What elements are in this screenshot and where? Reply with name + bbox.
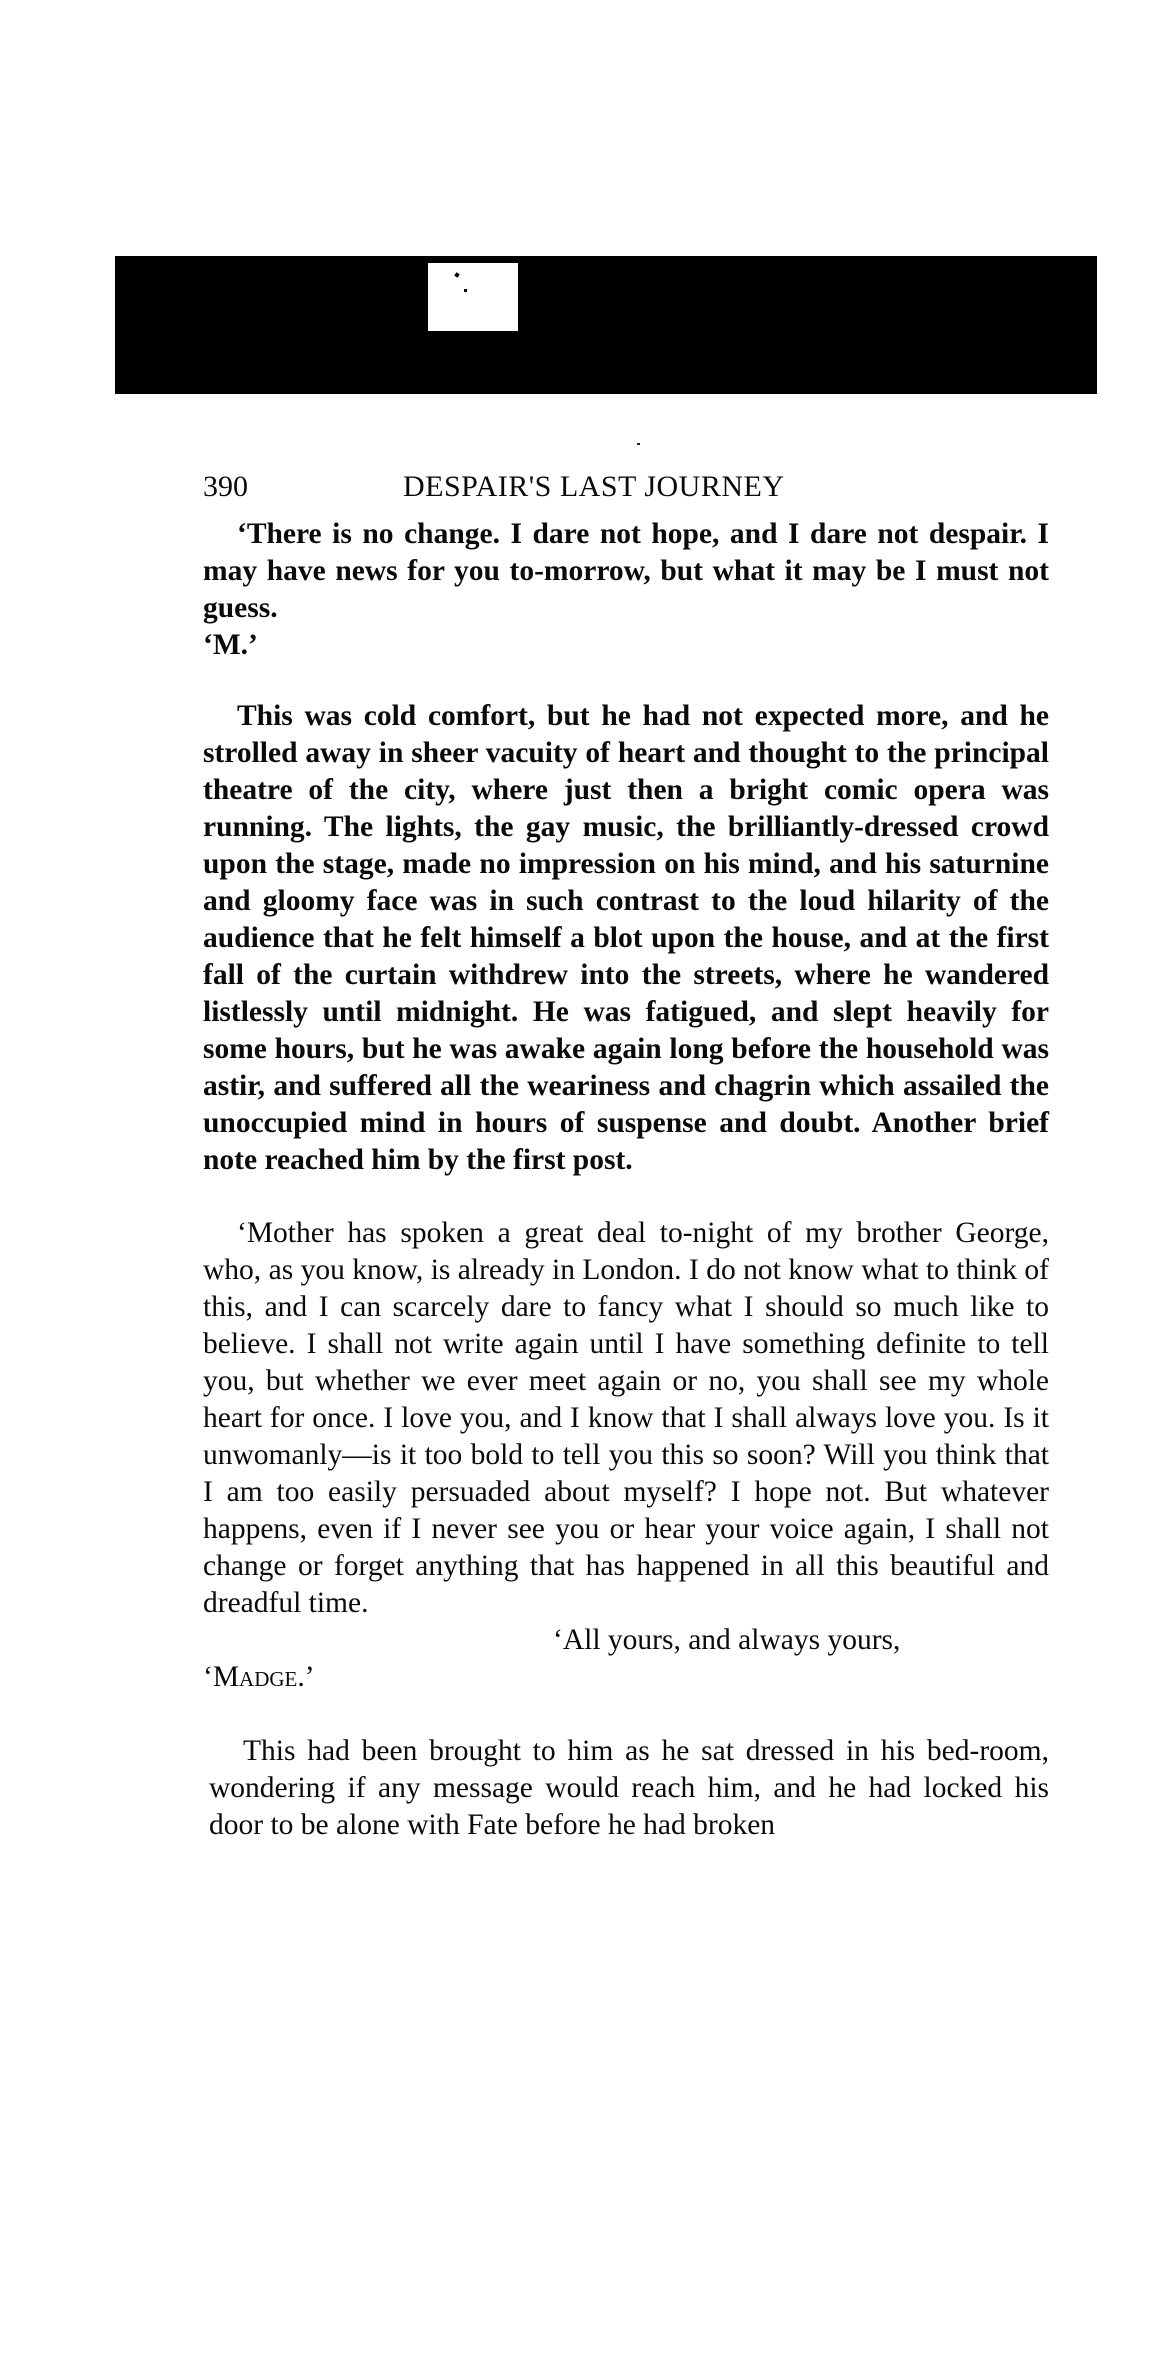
scan-speck xyxy=(454,272,459,277)
body-paragraph: This had been brought to him as he sat dressed in his bed-room, wondering if any message would reach him, and he had locked his door to be alone with Fate before he had broken xyxy=(209,1735,1049,1841)
page-title: DESPAIR'S LAST JOURNEY xyxy=(403,470,785,503)
scan-speck xyxy=(464,289,467,292)
scan-black-bar xyxy=(115,256,1097,394)
scan-white-patch xyxy=(428,263,518,331)
running-head xyxy=(203,462,1049,510)
letter-signature: ‘M.’ xyxy=(203,629,258,661)
letter-text: ‘Mother has spoken a great deal to-night of my brother George, who, as you know, is already in London. I do not know what to think of this, and I can scarcely dare to fancy what I should so much like to believe. I shall not write again until I have something definite to tell you, but whether we ever meet again or no, you shall see my whole heart for once. I love you, and I know that I shall always love you. Is it unwomanly—is it too bold to tell you this so soon? Will you think that I am too easily persuaded about myself? I hope not. But whatever happens, even if I never see you or hear your voice again, I shall not change or forget anything that has happened in all this beautiful and dreadful time. xyxy=(203,1217,1049,1619)
letter-text: ‘There is no change. I dare not hope, and I dare not despair. I may have news for you to-morrow, but what it may be I must not guess. xyxy=(203,518,1049,624)
letter-closing: ‘All yours, and always yours, xyxy=(553,1624,901,1656)
page-number: 390 xyxy=(203,470,248,503)
letter-signature: ‘Madge.’ xyxy=(203,1661,315,1693)
scan-speck xyxy=(637,443,640,445)
book-page xyxy=(203,462,1049,1844)
body-paragraph: This was cold comfort, but he had not expected more, and he strolled away in sheer vacuity of heart and thought to the principal theatre of the city, where just then a bright comic opera was running. The lights, the gay music, the brilliantly-dressed crowd upon the stage, made no impression on his mind, and his saturnine and gloomy face was in such contrast to the loud hilarity of the audience that he felt himself a blot upon the house, and at the first fall of the curtain withdrew into the streets, where he wandered listlessly until midnight. He was fatigued, and slept heavily for some hours, but he was awake again long before the household was astir, and suffered all the weariness and chagrin which assailed the unoccupied mind in hours of suspense and doubt. Another brief note reached him by the first post. xyxy=(203,700,1049,1176)
